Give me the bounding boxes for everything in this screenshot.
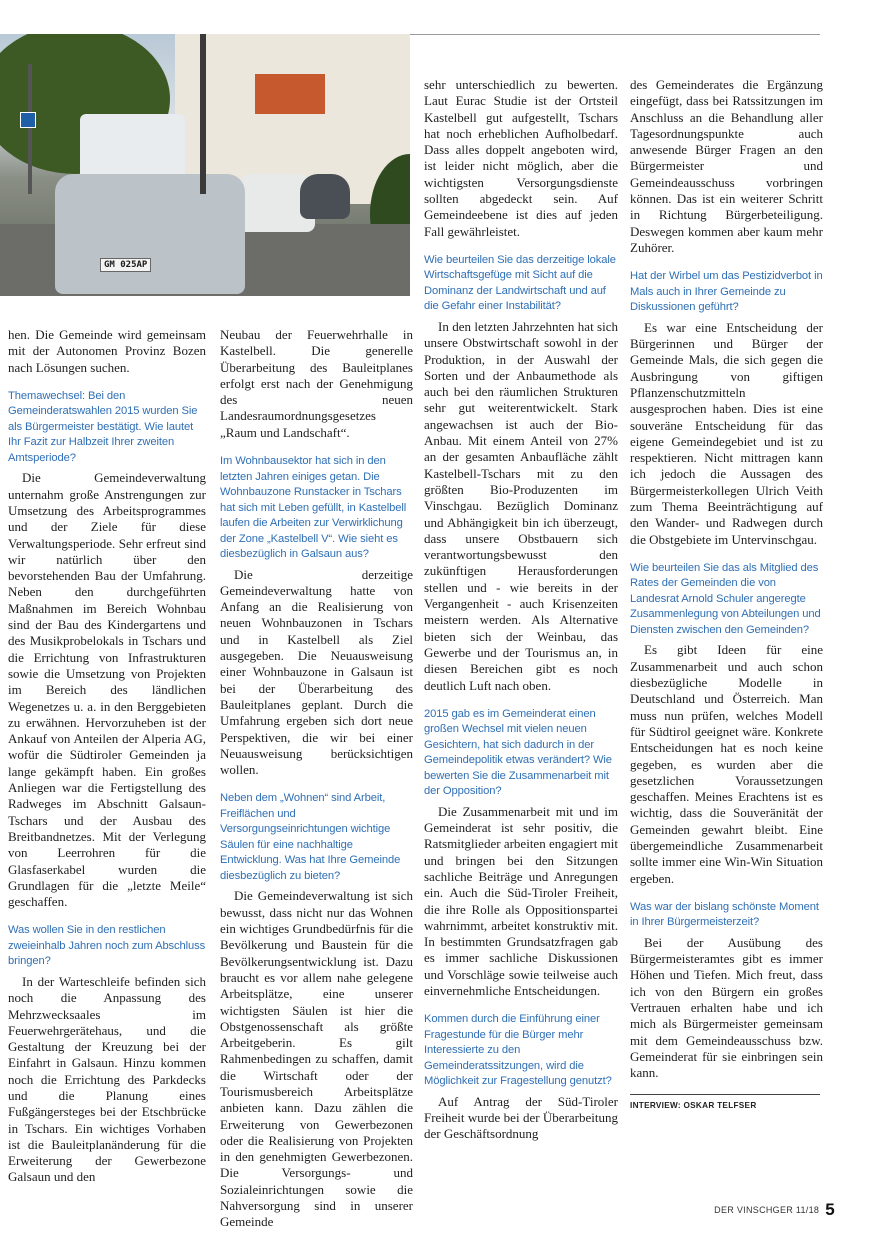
paragraph: Auf Antrag der Süd-Tiroler Freiheit wurde bei der Überarbeitung der Geschäftsordnung: [424, 1093, 618, 1142]
paragraph: hen. Die Gemeinde wird gemeinsam mit der Autonomen Provinz Bozen nach Lösungen suchen.: [8, 327, 206, 375]
publication-name: DER VINSCHGER 11/18: [714, 1205, 820, 1215]
page-footer: [714, 1200, 835, 1220]
paragraph: In der Warteschleife befinden sich noch die Anpassung des Mehrzwecksaales im Feuerwehrgerätehaus, und die Gestaltung der Kreuzung bei der Einfahrt in Galsaun. Hinzu kommen noch die Errichtung des Parkdecks und die Planung eines Fußgängersteges bei der Etschbrücke in Tschars. Ein wichtiges Vorhaben ist die Bauleitplanänderung für die Erweiterung der Gewerbezone Galsaun und den: [8, 973, 206, 1185]
text-column-4: [630, 77, 823, 1114]
sign-pole: [28, 64, 32, 194]
text-column-3: [424, 77, 618, 1143]
page-number: 5: [825, 1200, 835, 1219]
interview-question: Im Wohnbausektor hat sich in den letzten Jahren einiges getan. Die Wohnbauzone Runstacker in Tschars hat sich mit Leben gefüllt, in Kastelbell laufen die Arbeiten zur Verwirklichung der Zone „Kastelbell V“. Wie sieht es diesbezüglich in Galsaun aus?: [220, 455, 407, 561]
interview-question: Neben dem „Wohnen“ sind Arbeit, Freiflächen und Versorgungseinrichtungen wichtige Säulen für eine nachhaltige Entwicklung. Was hat Ihre Gemeinde diesbezüglich zu bieten?: [220, 792, 401, 882]
traffic-sign: [20, 112, 36, 128]
paragraph: In den letzten Jahrzehnten hat sich unsere Obstwirtschaft sowohl in der Produktion, in der Auswahl der Sorten und der Anbaumethode als auch bei den räumlichen Strukturen sehr gut weiterentwickelt. Stark angewachsen ist auch der Bio-Anbau. Mit einem Anteil von 27% an der gesamten Anbaufläche zählt Kastelbell-Tschars mit zu den größten Bio-Produzenten im Vinschgau. Bezüglich Dominanz und Abhängigkeit bin ich überzeugt, dass unsere Obstbauern sich verantwortungsbewusst den zukünftigen Herausforderungen stellen und - wie bereits in der Vergangenheit - auch Krisenzeiten meistern werden. Als Alternative bieten sich der Weinbau, das Gewerbe und der Tourismus an, in diesen Bereichen gibt es noch deutlich Luft nach oben.: [424, 318, 618, 693]
interview-question: Kommen durch die Einführung einer Fragestunde für die Bürger mehr Interessierte zu den Gemeinderatssitzungen, wird die Möglichkeit zur Fragestellung genutzt?: [424, 1013, 612, 1088]
paragraph: Die derzeitige Gemeindeverwaltung hatte von Anfang an die Realisierung von neuen Wohnbauzonen in Tschars und in Kastelbell als Ziel ausgegeben. Die Neuausweisung einer Wohnbauzone in Galsaun ist bei der Überarbeitung des Bauleitplanes geplant. Durch die Umfahrung ergeben sich dort neue Perspektiven, die wir bei einer Neuausweisung berücksichtigen wollen.: [220, 566, 413, 778]
paragraph: des Gemeinderates die Ergänzung eingefügt, dass bei Ratssitzungen im Anschluss an die Behandlung aller Tagesordnungspunkte auch anwesende Bürger Fragen an den Bürgermeister und Gemeindeausschuss vorbringen können. Das ist ein weiterer Schritt in Richtung Bürgerbeteiligung. Deswegen kommen aber kaum mehr Zuhörer.: [630, 77, 823, 255]
interview-question: Was wollen Sie in den restlichen zweieinhalb Jahren noch zum Abschluss bringen?: [8, 924, 206, 968]
interview-question: Was war der bislang schönste Moment in Ihrer Bürgermeisterzeit?: [630, 900, 819, 929]
street-photo: [0, 34, 410, 296]
interview-question: Wie beurteilen Sie das derzeitige lokale Wirtschaftsgefüge mit Sicht auf die Dominanz der Landwirtschaft und auf die Gefahr einer Instabilität?: [424, 253, 616, 313]
paragraph: Die Gemeindeverwaltung ist sich bewusst, dass nicht nur das Wohnen ein wichtiges Grundbedürfnis für die Bevölkerung und Baustein für die Bevölkerungsentwicklung ist. Dazu braucht es vor allem nahe gelegene Arbeitsplätze, eine unserer wichtigsten Säulen ist hier die Obstgenossenschaft als größte Arbeitgeberin. Es gilt Rahmenbedingen zu schaffen, damit die Wirtschaft oder der Tourismusbereich Arbeitsplätze anbieten kann. Dazu zählen die Erweiterung von Gewerbezonen oder die Realisierung von Projekten in den genehmigten Gewerbezonen. Die Versorgungs- und Sozialeinrichtungen sowie die Nahversorgung sind in unserer Gemeinde: [220, 888, 413, 1230]
paragraph: Es war eine Entscheidung der Bürgerinnen und Bürger der Gemeinde Mals, die sich gegen die Ausbringung von giftigen Pflanzenschutzmitteln ausgesprochen haben. Dies ist eine souveräne Entscheidung für das eigene Gemeindegebiet und ist zu respektieren. Nicht mittragen kann ich jedoch die Aussagen des Bürgermeisterkollegen Ulrich Veith zum Thema Beeinträchtigung auf den Wander- und Radwegen durch die Obstgebiete im Untervinschgau.: [630, 319, 823, 547]
paragraph: Es gibt Ideen für eine Zusammenarbeit und auch schon diesbezügliche Modelle in Deutschland und Österreich. Man muss nun prüfen, welches Modell für Südtirol geeignet wäre. Konkrete Entscheidungen hat es noch keine gegeben, es wurden aber die gesetzlichen Voraussetzungen geschaffen. Meines Erachtens ist es wichtig, dass die Souveränität der Gemeinden gewahrt bleibt. Eine übergemeindliche Zusammenarbeit sollte immer eine Win-Win Situation ergeben.: [630, 642, 823, 886]
silver-car: [55, 174, 245, 294]
license-plate: GM 025AP: [100, 258, 151, 272]
dark-car: [300, 174, 350, 219]
paragraph: Die Gemeindeverwaltung unternahm große Anstrengungen zur Umsetzung des Arbeitsprogrammes und der Ziele für diese Verwaltungsperiode. Sehr erfreut sind wir natürlich über den bevorstehenden Bau der Umfahrung. Neben den durchgeführten Maßnahmen im Bereich Wohnbau sind der Bau des Kindergartens und des Musikprobelokals in Tschars und die Errichtung von Infrastrukturen sowie die Umsetzung von Projekten im Bereich des ländlichen Wegenetzes u. a. in den Berggebieten zu erwähnen. Hervorzuheben ist der Ankauf von Anteilen der Alperia AG, wofür die Südtiroler Gemeinden ja lange gekämpft haben. Ein großes Anliegen war die Fertigstellung des Radweges im Abschnitt Galsaun-Tschars und der Ausbau des Breitbandnetzes. Mit der Verlegung von Leerrohren für die Glasfaserkabel wurden die Grundlagen für die „letzte Meile“ geschaffen.: [8, 470, 206, 910]
paragraph: Bei der Ausübung des Bürgermeisteramtes gibt es immer Höhen und Tiefen. Mich freut, dass ich von den Bürgern ein großes Vertrauen erhalten habe und ich mich als Bürgermeister gemeinsam mit dem Gemeindeausschuss bzw. Gemeinderat für sie einbringen sein kann.: [630, 934, 823, 1081]
building-balcony: [255, 74, 325, 114]
text-column-1: [8, 327, 206, 1186]
interview-question: Hat der Wirbel um das Pestizidverbot in Mals auch in Ihrer Gemeinde zu Diskussionen geführt?: [630, 270, 823, 314]
text-column-2: [220, 327, 413, 1231]
traffic-light-pole: [200, 34, 206, 194]
interview-question: Wie beurteilen Sie das als Mitglied des Rates der Gemeinden die von Landesrat Arnold Schuler angeregte Zusammenlegung von Abteilungen und Diensten zwischen den Gemeinden?: [630, 561, 821, 636]
paragraph: sehr unterschiedlich zu bewerten. Laut Eurac Studie ist der Ortsteil Kastelbell gut aufgestellt, Tschars hat noch erheblichen Aufholbedarf. Dass alles doppelt angeboten wird, ist leider nicht möglich, aber die wichtigsten Versorgungsdienste sollten abgedeckt sein. Auf Gemeindeebene ist dies auf jeden Fall gewährleistet.: [424, 77, 618, 239]
interview-question: Themawechsel: Bei den Gemeinderatswahlen 2015 wurden Sie als Bürgermeister bestätigt. Wie lautet Ihr Fazit zur Halbzeit Ihrer zweiten Amtsperiode?: [8, 389, 198, 464]
interview-question: 2015 gab es im Gemeinderat einen großen Wechsel mit vielen neuen Gesichtern, hat sich dadurch in der Gemeindepolitik etwas verändert? Wie bewerten Sie die Zusammenarbeit mit der Opposition?: [424, 707, 612, 798]
interview-credit: INTERVIEW: OSKAR TELFSER: [630, 1094, 820, 1114]
paragraph: Die Zusammenarbeit mit und im Gemeinderat ist sehr positiv, die Ratsmitglieder arbeiten engagiert mit und bringen bei den Sitzungen sachliche Beiträge und Anregungen ein. Auch die Süd-Tiroler Freiheit, die ihre Rolle als Oppositionspartei wahrnimmt, arbeitet konstruktiv mit. In bestimmten Grundsatzfragen gab es immer sachliche Diskussionen und Vorschläge sowie teilweise auch einvernehmliche Entscheidungen.: [424, 803, 618, 999]
paragraph: Neubau der Feuerwehrhalle in Kastelbell. Die generelle Überarbeitung des Bauleitplanes erfolgt erst nach der Genehmigung des neuen Landesraumordnungsgesetzes „Raum und Landschaft“.: [220, 327, 413, 440]
